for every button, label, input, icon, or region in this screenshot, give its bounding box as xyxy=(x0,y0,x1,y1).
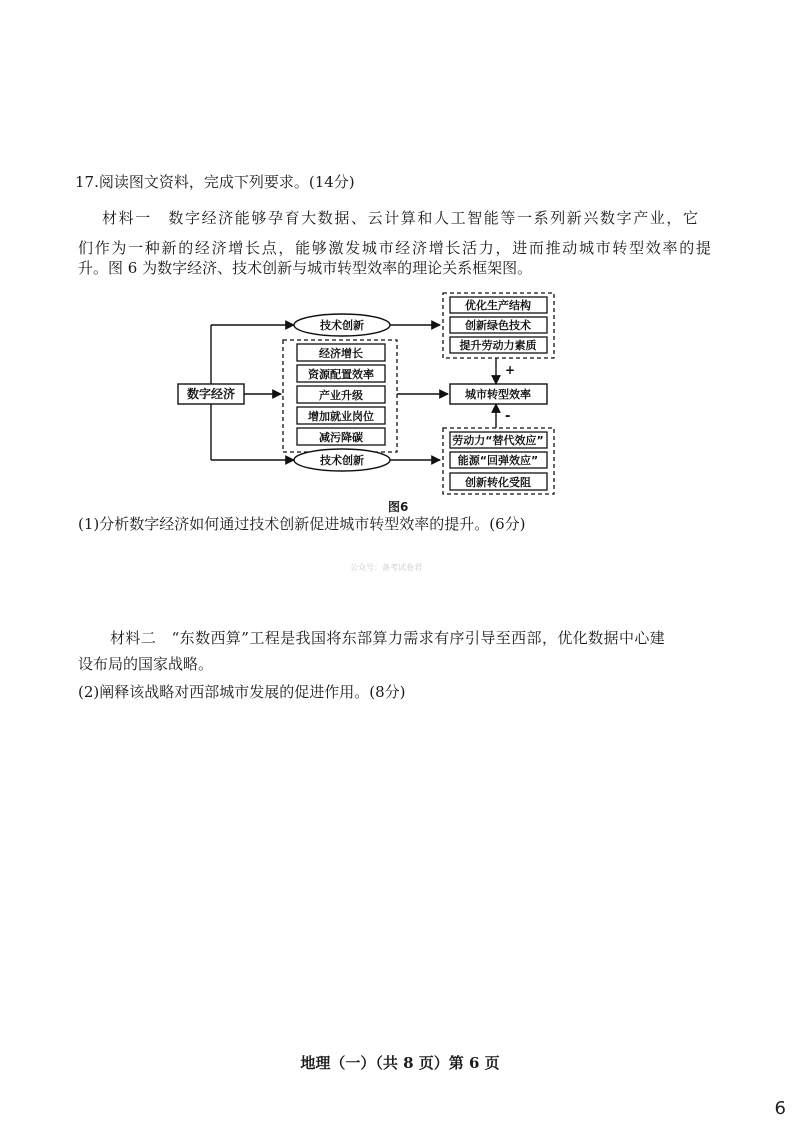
negative-item: 创新转化受阻 xyxy=(465,476,531,489)
middle-item: 产业升级 xyxy=(319,389,363,402)
middle-item: 减污降碳 xyxy=(319,431,363,444)
page-number: 6 xyxy=(774,1098,786,1119)
tech-innovation-top-label: 技术创新 xyxy=(320,319,364,332)
material2-line2: 设布局的国家战略。 xyxy=(78,655,214,673)
positive-item: 创新绿色技术 xyxy=(465,319,531,332)
negative-item: 劳动力“替代效应” xyxy=(452,434,544,447)
positive-item: 提升劳动力素质 xyxy=(459,339,537,352)
source-label: 数字经济 xyxy=(186,387,236,401)
minus-sign: - xyxy=(505,409,511,424)
plus-sign: + xyxy=(505,363,516,377)
target-label: 城市转型效率 xyxy=(465,388,531,401)
sub-question-1: (1)分析数字经济如何通过技术创新促进城市转型效率的提升。(6分) xyxy=(78,515,526,533)
negative-item: 能源“回弹效应” xyxy=(457,454,539,467)
positive-item: 优化生产结构 xyxy=(465,299,531,312)
sub-question-2: (2)阐释该战略对西部城市发展的促进作用。(8分) xyxy=(78,683,406,701)
middle-item: 资源配置效率 xyxy=(308,368,374,381)
material1-line2: 们作为一种新的经济增长点，能够激发城市经济增长活力，进而推动城市转型效率的提 xyxy=(78,239,713,257)
material1-line3: 升。图 6 为数字经济、技术创新与城市转型效率的理论关系框架图。 xyxy=(78,259,533,277)
watermark: 公众号：备考试卷君 xyxy=(350,563,422,572)
page-footer: 地理（一）（共 8 页）第 6 页 xyxy=(300,1054,500,1072)
material2-line1: 材料二 “东数西算”工程是我国将东部算力需求有序引导至西部，优化数据中心建 xyxy=(110,629,666,647)
middle-item: 经济增长 xyxy=(319,347,363,360)
middle-item: 增加就业岗位 xyxy=(308,410,374,423)
figure-caption: 图6 xyxy=(388,500,409,514)
question-title: 17.阅读图文资料，完成下列要求。(14分) xyxy=(75,173,355,191)
material1-line1: 材料一 数字经济能够孕育大数据、云计算和人工智能等一系列新兴数字产业，它 xyxy=(102,209,700,227)
tech-innovation-bottom-label: 技术创新 xyxy=(320,454,364,467)
